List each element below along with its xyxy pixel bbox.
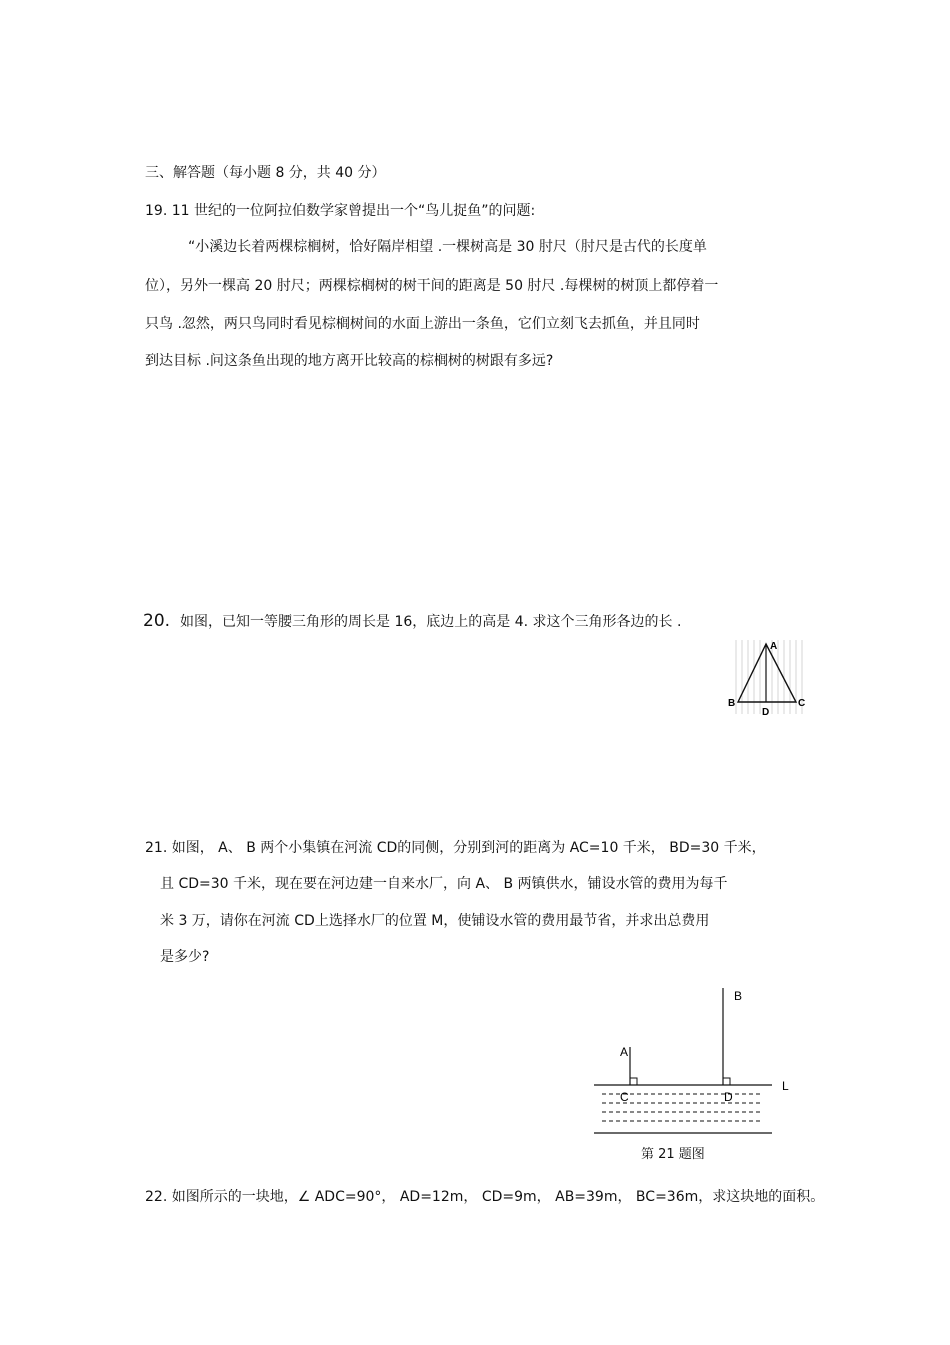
q19-line-2: “小溪边长着两棵棕榈树，恰好隔岸相望 .一棵树高是 30 肘尺（肘尺是古代的长度单	[188, 239, 707, 255]
q21-label-a: A	[620, 1045, 629, 1059]
q20-label-c: C	[798, 698, 806, 709]
q19-line-3: 位），另外一棵高 20 肘尺；两棵棕榈树的树干间的距离是 50 肘尺 .每棵树的树顶上都停着一	[145, 278, 719, 294]
q20-number: 20.	[143, 611, 171, 631]
q19-line-1: 19. 11 世纪的一位阿拉伯数学家曾提出一个“鸟儿捉鱼”的问题:	[145, 203, 536, 219]
q21-line-2: 且 CD=30 千米，现在要在河边建一自来水厂，向 A、 B 两镇供水，铺设水管的费用为每千	[160, 876, 728, 892]
q20-triangle-figure	[728, 638, 808, 718]
q21-label-b: B	[734, 989, 743, 1003]
q21-figure-caption: 第 21 题图	[641, 1147, 705, 1162]
q20-label-b: B	[728, 698, 736, 709]
section-heading: 三、解答题（每小题 8 分，共 40 分）	[145, 165, 386, 181]
q21-line-3: 米 3 万，请你在河流 CD上选择水厂的位置 M，使铺设水管的费用最节省，并求出总费用	[160, 913, 710, 929]
q21-river-figure	[592, 985, 802, 1135]
q20-text: 如图，已知一等腰三角形的周长是 16，底边上的高是 4. 求这个三角形各边的长 .	[180, 614, 682, 630]
q21-label-l: L	[782, 1079, 789, 1093]
q21-label-c: C	[620, 1090, 629, 1104]
q21-line-4: 是多少?	[160, 949, 210, 965]
q21-line-1: 21. 如图， A、 B 两个小集镇在河流 CD的同侧，分别到河的距离为 AC=10 千米， BD=30 千米，	[145, 840, 766, 856]
q20-label-a: A	[770, 641, 778, 652]
q21-label-d: D	[724, 1090, 733, 1104]
q19-line-5: 到达目标 .问这条鱼出现的地方离开比较高的棕榈树的树跟有多远?	[145, 353, 554, 369]
q19-line-4: 只鸟 .忽然，两只鸟同时看见棕榈树间的水面上游出一条鱼，它们立刻飞去抓鱼，并且同时	[145, 316, 700, 332]
q20-triangle	[738, 644, 796, 702]
q22-text: 22. 如图所示的一块地，∠ ADC=90°， AD=12m， CD=9m， AB=39m， BC=36m，求这块地的面积。	[145, 1189, 825, 1205]
q20-label-d: D	[762, 707, 770, 718]
